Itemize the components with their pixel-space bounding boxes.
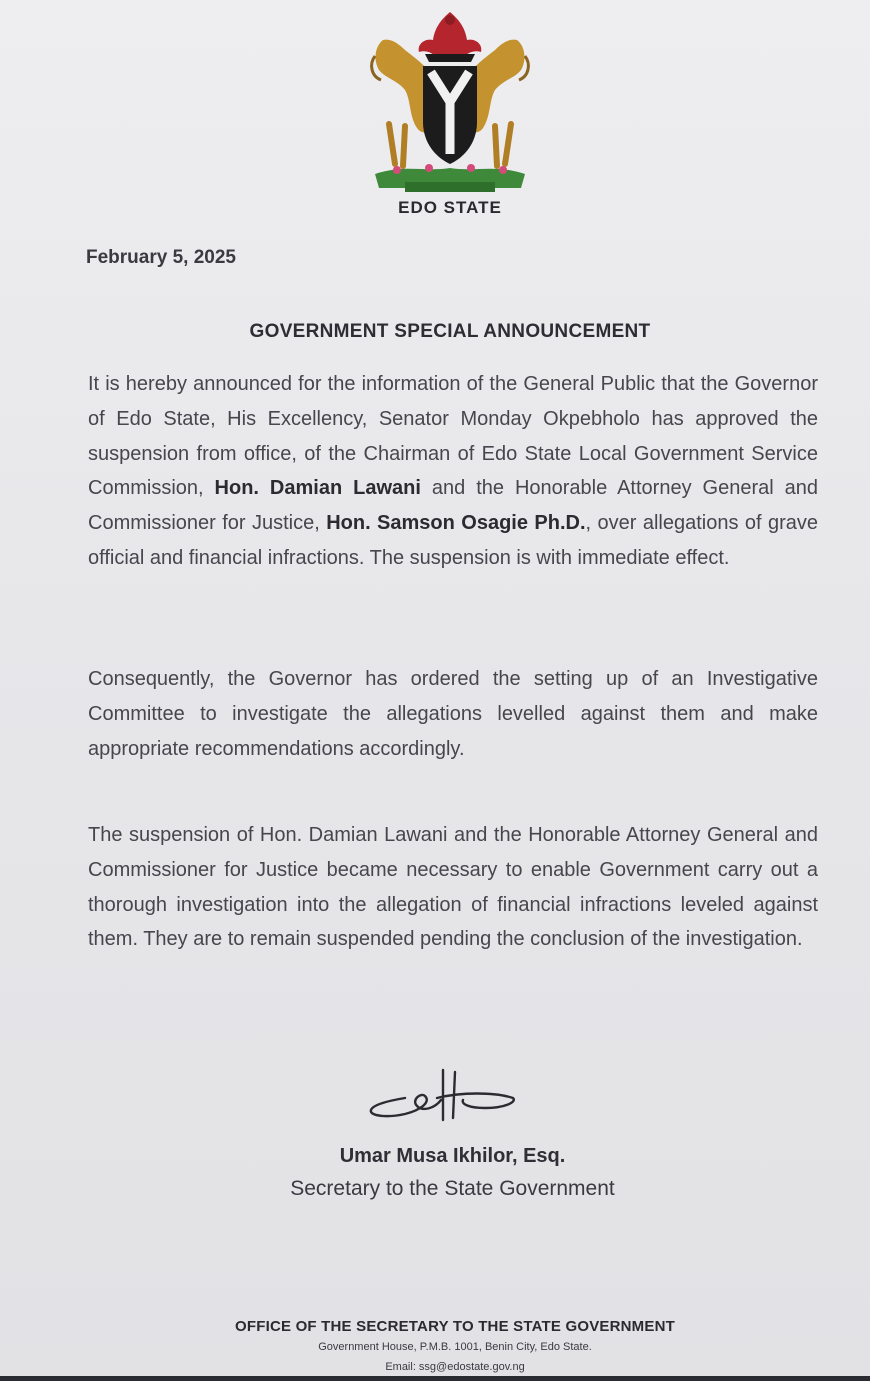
edo-state-coat-of-arms	[345, 4, 555, 204]
paragraph-1-text-c: , over allegations of grave official and financial infractions. The suspension is with immediate effect.	[88, 512, 818, 569]
paragraph-1-text-a: It is hereby announced for the information of the General Public that the Governor of Edo State, His Excellency, Senator Monday Okpebholo has approved the suspension from office, of the Chairman of Edo State Local Government Service Commission,	[88, 373, 818, 500]
footer-address: Government House, P.M.B. 1001, Benin City, Edo State.	[318, 1341, 592, 1353]
handwritten-signature	[365, 1062, 525, 1130]
bottom-edge-bar	[0, 1376, 870, 1381]
coat-of-arms-graphic	[345, 4, 555, 204]
signatory-name: Umar Musa Ikhilor, Esq.	[339, 1145, 566, 1167]
footer-email: Email: ssg@edostate.gov.ng	[385, 1361, 525, 1373]
name-damian-lawani: Hon. Damian Lawani	[214, 477, 421, 500]
paragraph-2: Consequently, the Governor has ordered the setting up of an Investigative Committee to investigate the allegations levelled against them and make appropriate recommendations accordingly.	[88, 668, 818, 760]
signature-graphic	[365, 1062, 525, 1130]
footer-office-name: OFFICE OF THE SECRETARY TO THE STATE GOVERNMENT	[235, 1318, 675, 1335]
paragraph-1-text-b: and the Honorable Attorney General and Commissioner for Justice,	[88, 477, 818, 535]
paragraph-1	[88, 367, 818, 576]
letter-date: February 5, 2025	[86, 247, 236, 268]
crest-label: EDO STATE	[398, 198, 502, 217]
paragraph-3: The suspension of Hon. Damian Lawani and the Honorable Attorney General and Commissioner for Justice became necessary to enable Government carry out a thorough investigation into the allegation of financial infractions leveled against them. They are to remain suspended pending the conclusion of the investigation.	[88, 824, 818, 951]
name-samson-osagie: Hon. Samson Osagie Ph.D.	[326, 512, 586, 535]
signatory-title: Secretary to the State Government	[290, 1177, 615, 1200]
page-title: GOVERNMENT SPECIAL ANNOUNCEMENT	[249, 321, 651, 342]
